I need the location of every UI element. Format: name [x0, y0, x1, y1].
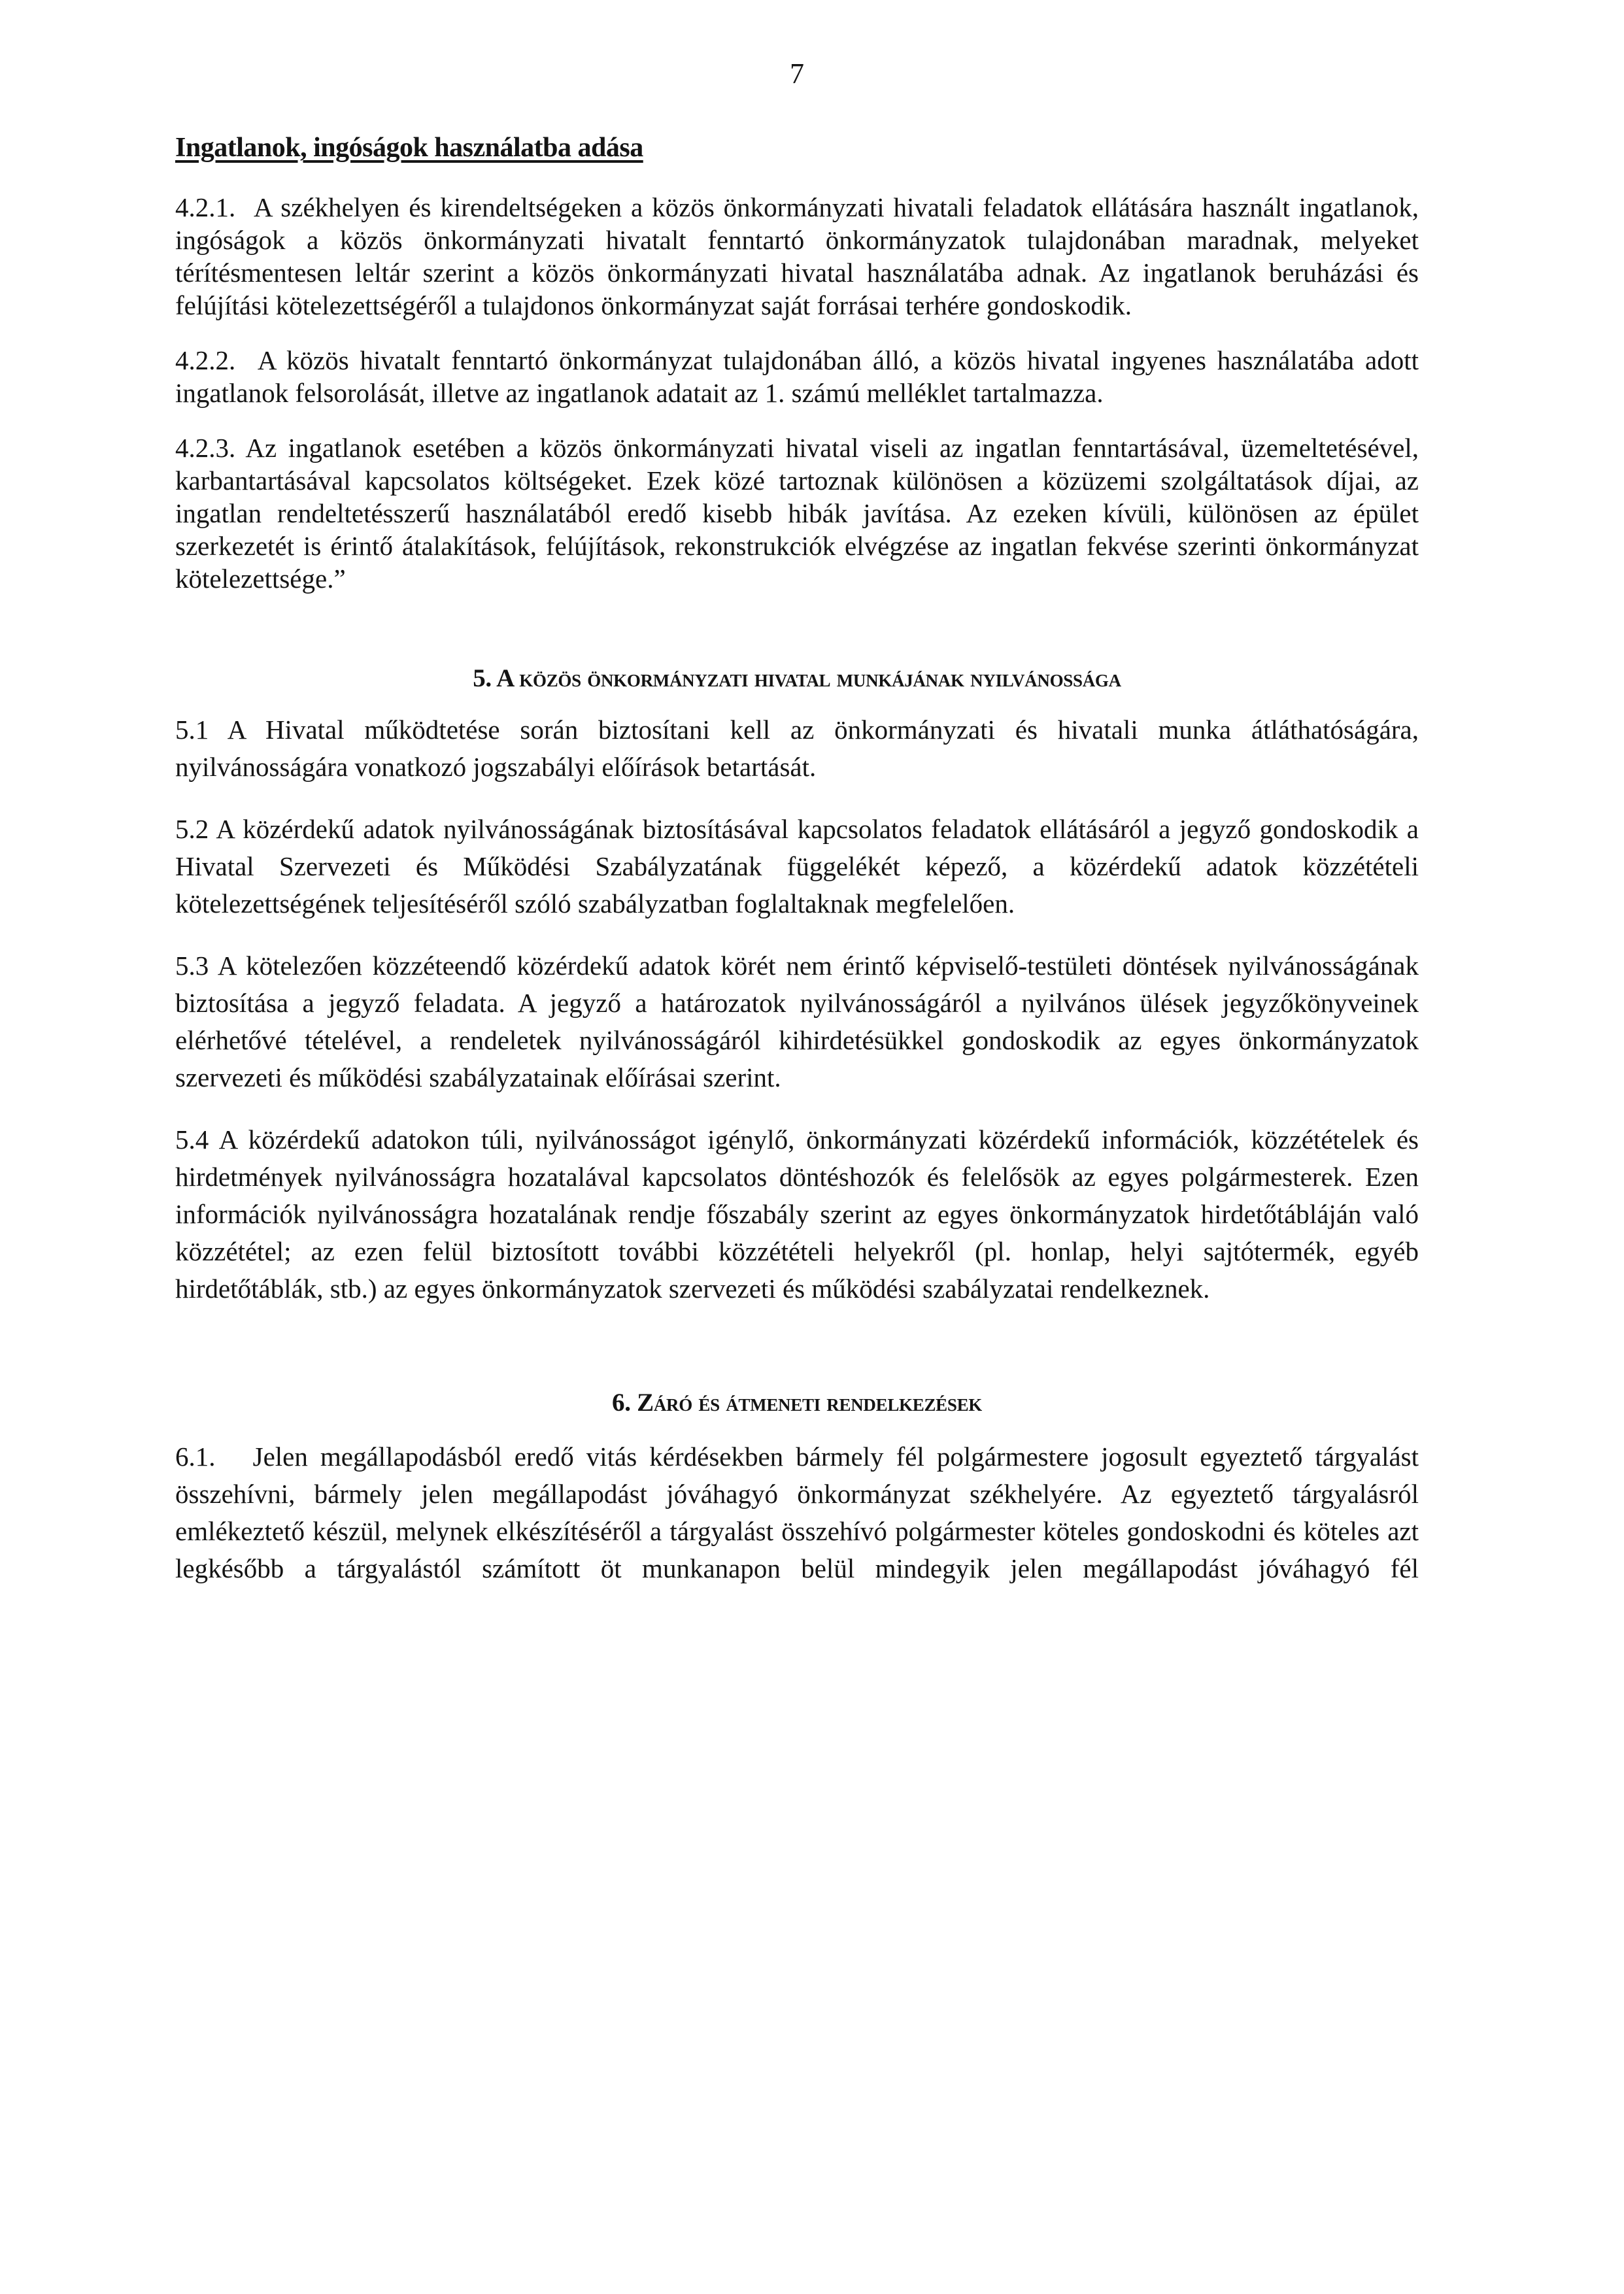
paragraph-number: 5.2 — [175, 814, 209, 844]
paragraph-number: 4.2.1. — [175, 192, 236, 222]
paragraph-text: A kötelezően közzéteendő közérdekű adatok körét nem érintő képviselő-testületi döntések nyilvánosságának biztosítása a jegyző feladata. A jegyző a határozatok nyilvánosságáról a nyilvános ülések jegyzőkönyveinek elérhetővé tételével, a rendeletek nyilvánosságáról kihirdetésükkel gondoskodik az egyes önkormányzatok szervezeti és működési szabályzatainak előírásai szerint. — [175, 951, 1419, 1092]
paragraph-6-1 — [175, 1438, 1419, 1587]
paragraph-number: 5.1 — [175, 715, 209, 745]
paragraph-4-2-3 — [175, 431, 1419, 595]
paragraph-text: Az ingatlanok esetében a közös önkormányzati hivatal viseli az ingatlan fenntartásával, üzemeltetésével, karbantartásával kapcsolatos költségeket. Ezek közé tartoznak különösen a közüzemi szolgáltatások díjai, az ingatlan rendeltetésszerű használatából eredő kisebb hibák javítása. Az ezeken kívüli, különösen az épület szerkezetét is érintő átalakítások, felújítások, rekonstrukciók elvégzése az ingatlan fekvése szerinti önkormányzat kötelezettsége.” — [175, 433, 1419, 594]
section-heading-5: 5. A közös önkormányzati hivatal munkájának nyilvánossága — [473, 664, 1121, 692]
section-4-property-use — [175, 128, 1419, 595]
paragraph-number: 6.1. — [175, 1442, 216, 1472]
subheading-property-use: Ingatlanok, ingóságok használatba adása — [175, 133, 643, 163]
section-heading-6: 6. Záró és átmeneti rendelkezések — [612, 1389, 982, 1417]
paragraph-text: A közérdekű adatok nyilvánosságának biztosításával kapcsolatos feladatok ellátásáról a jegyző gondoskodik a Hivatal Szervezeti és Működési Szabályzatának függelékét képező, a közérdekű adatok közzétételi kötelezettségének teljesítéséről szóló szabályzatban foglaltaknak megfelelően. — [175, 814, 1419, 919]
paragraph-5-2 — [175, 811, 1419, 922]
paragraph-number: 5.3 — [175, 951, 209, 981]
paragraph-text: A közérdekű adatokon túli, nyilvánosságot igénylő, önkormányzati közérdekű információk, közzétételek és hirdetmények nyilvánosságra hozatalával kapcsolatos döntéshozók és felelősök az egyes polgármesterek. Ezen információk nyilvánosságra hozatalának rendje főszabály szerint az egyes önkormányzatok hirdetőtábláján való közzététel; az ezen felül biztosított további közzétételi helyekről (pl. honlap, helyi sajtótermék, egyéb hirdetőtáblák, stb.) az egyes önkormányzatok szervezeti és működési szabályzatai rendelkeznek. — [175, 1124, 1419, 1304]
paragraph-text: A közös hivatalt fenntartó önkormányzat tulajdonában álló, a közös hivatal ingyenes használatába adott ingatlanok felsorolását, illetve az ingatlanok adatait az 1. számú melléklet tartalmazza. — [175, 345, 1419, 408]
paragraph-number: 5.4 — [175, 1124, 209, 1155]
section-6-final-provisions — [175, 1385, 1419, 1587]
paragraph-5-1 — [175, 711, 1419, 786]
document-body — [175, 128, 1419, 1612]
paragraph-text: A Hivatal működtetése során biztosítani kell az önkormányzati és hivatali munka átláthatóságára, nyilvánosságára vonatkozó jogszabályi előírások betartását. — [175, 715, 1419, 782]
paragraph-5-3 — [175, 947, 1419, 1096]
paragraph-number: 4.2.2. — [175, 345, 236, 375]
paragraph-text: A székhelyen és kirendeltségeken a közös önkormányzati hivatali feladatok ellátására használt ingatlanok, ingóságok a közös önkormányzati hivatalt fenntartó önkormányzatok tulajdonában maradnak, melyeket térítésmentesen leltár szerint a közös önkormányzati hivatal használatába adnak. Az ingatlanok beruházási és felújítási kötelezettségéről a tulajdonos önkormányzat saját forrásai terhére gondoskodik. — [175, 192, 1419, 320]
paragraph-text: Jelen megállapodásból eredő vitás kérdésekben bármely fél polgármestere jogosult egyeztető tárgyalást összehívni, bármely jelen megállapodást jóváhagyó önkormányzat székhelyére. Az egyeztető tárgyalásról emlékeztető készül, melynek elkészítéséről a tárgyalást összehívó polgármester köteles gondoskodni és köteles azt legkésőbb a tárgyalástól számított öt munkanapon belül mindegyik jelen megállapodást jóváhagyó fél — [175, 1442, 1419, 1583]
paragraph-4-2-2 — [175, 344, 1419, 409]
section-5-publicity — [175, 660, 1419, 1307]
paragraph-number: 4.2.3. — [175, 433, 236, 463]
paragraph-5-4 — [175, 1121, 1419, 1307]
paragraph-4-2-1 — [175, 191, 1419, 322]
page-number: 7 — [790, 58, 804, 90]
